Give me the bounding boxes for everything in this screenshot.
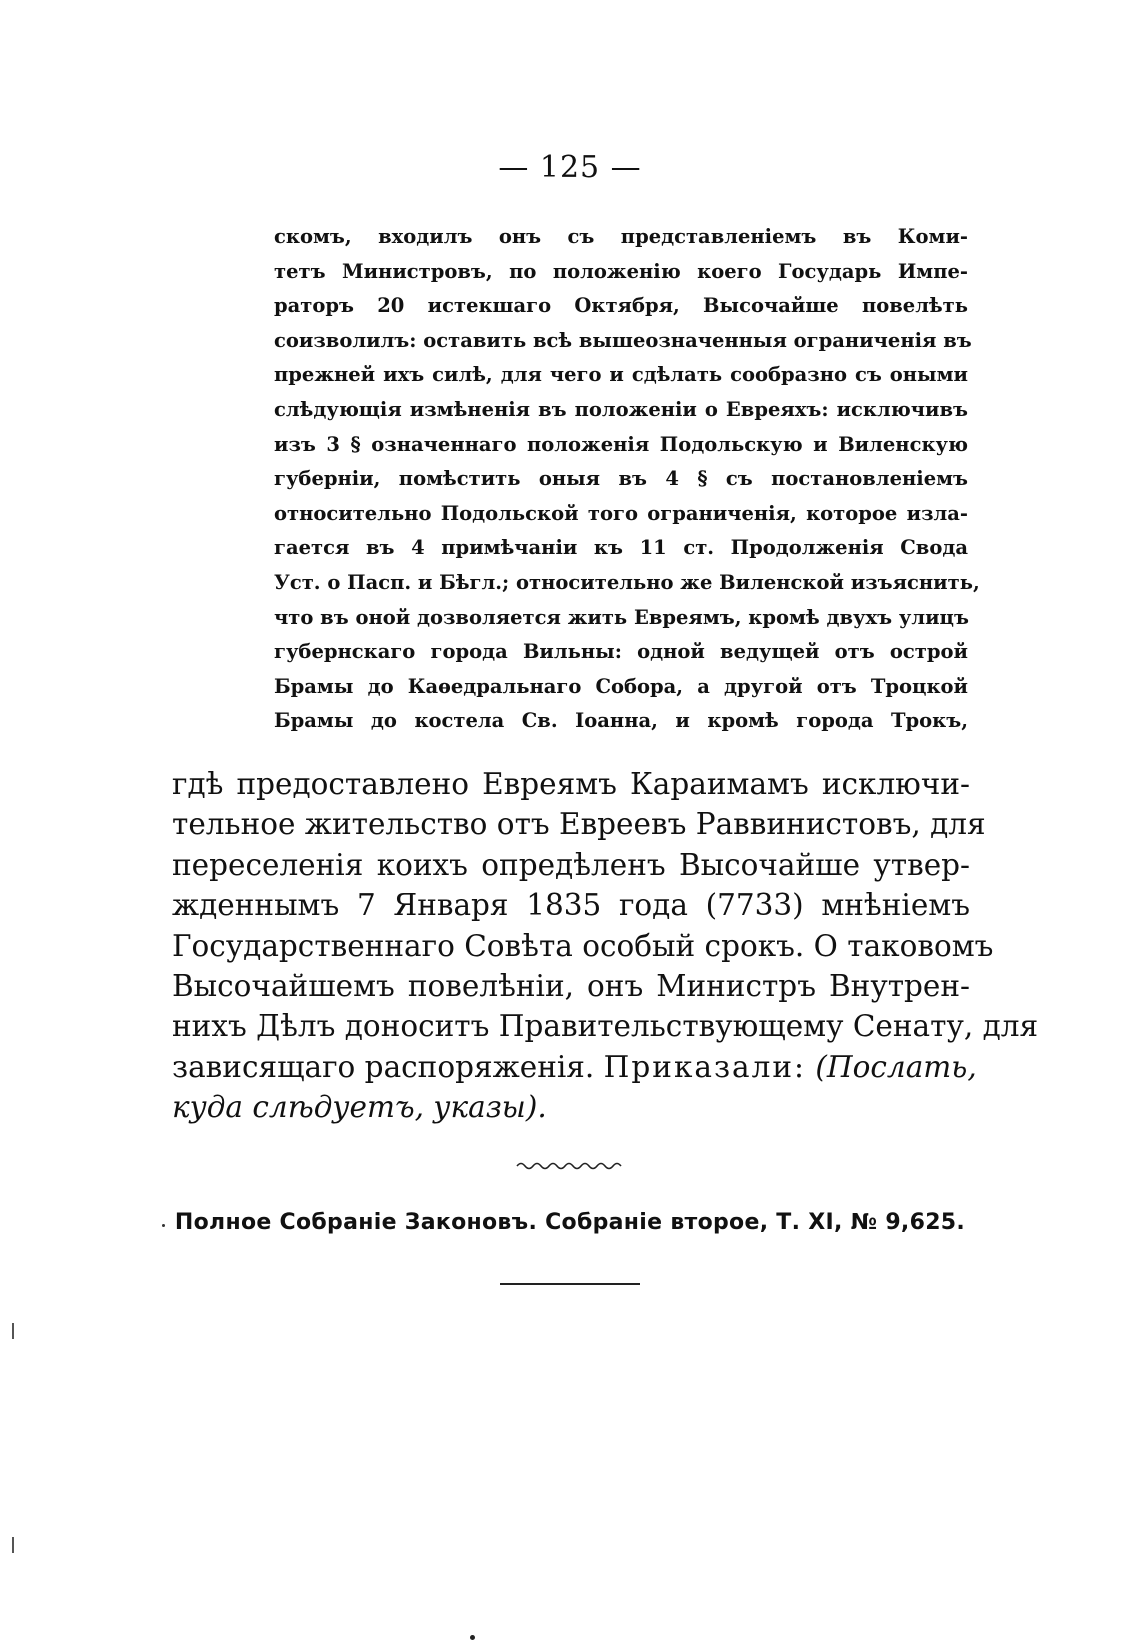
text-line: тельное жительство отъ Евреевъ Раввинистовъ, для xyxy=(172,807,986,842)
text-line: жденнымъ 7 Января 1835 года (7733) мнѣніемъ xyxy=(172,888,970,923)
text-line: изъ 3 § означеннаго положенія Подольскую и Виленскую xyxy=(274,432,968,456)
resolution-label: Приказали: xyxy=(603,1049,806,1084)
scan-speck xyxy=(470,1635,475,1640)
text-line: Высочайшемъ повелѣніи, онъ Министръ Внутрен- xyxy=(172,969,970,1004)
text-line: скомъ, входилъ онъ съ представленіемъ въ Коми- xyxy=(274,225,968,248)
text-line: что въ оной дозволяется жить Евреямъ, кромѣ двухъ улицъ xyxy=(274,605,969,629)
text-line: нихъ Дѣлъ доноситъ Правительствующему Сенату, для xyxy=(172,1009,1039,1044)
text-line xyxy=(172,1047,977,1087)
text-line: соизволилъ: оставить всѣ вышеозначенныя ограниченія въ xyxy=(274,328,972,352)
text-line: раторъ 20 истекшаго Октября, Высочайше повелѣть xyxy=(274,294,968,318)
text-run: зависящаго распоряженія. xyxy=(172,1049,595,1084)
text-line: слѣдующія измѣненія въ положеніи о Евреяхъ: исключивъ xyxy=(274,397,968,421)
text-line: переселенія коихъ опредѣленъ Высочайше утвер- xyxy=(172,847,970,882)
scan-speck xyxy=(162,1224,165,1227)
scan-speck xyxy=(12,1323,14,1339)
text-line: Брамы до Каѳедральнаго Собора, а другой отъ Троцкой xyxy=(274,674,968,698)
text-line: относительно Подольской того ограниченія, которое изла- xyxy=(274,501,968,525)
wavy-line-icon xyxy=(515,1160,625,1172)
italic-text: (Послать, xyxy=(815,1049,977,1084)
text-line: тетъ Министровъ, по положенію коего Государь Импе- xyxy=(274,259,968,283)
main-paragraph xyxy=(172,764,1039,1128)
text-line: Брамы до костела Св. Іоанна, и кромѣ города Трокъ, xyxy=(274,709,968,733)
small-print-paragraph xyxy=(274,220,980,739)
closing-rule xyxy=(500,1283,640,1285)
text-line: гается въ 4 примѣчаніи къ 11 ст. Продолженія Свода xyxy=(274,536,968,560)
text-line: Государственнаго Совѣта особый срокъ. О таковомъ xyxy=(172,928,994,963)
page-number: — 125 — xyxy=(498,150,642,185)
text-line: губерніи, помѣстить оныя въ 4 § съ постановленіемъ xyxy=(274,467,968,491)
text-line-final: куда слѣдуетъ, указы). xyxy=(172,1090,547,1125)
source-citation: Полное Собраніе Законовъ. Собраніе второе, Т. XI, № 9,625. xyxy=(174,1210,966,1235)
text-line: Уст. о Пасп. и Бѣгл.; относительно же Виленской изъяснить, xyxy=(274,570,980,594)
wavy-divider-ornament xyxy=(0,1160,1140,1172)
scan-speck xyxy=(12,1537,14,1553)
text-line: прежней ихъ силѣ, для чего и сдѣлать сообразно съ оными xyxy=(274,363,968,387)
text-line: гдѣ предоставлено Евреямъ Караимамъ исключи- xyxy=(172,767,970,801)
text-line: губернскаго города Вильны: одной ведущей отъ острой xyxy=(274,640,968,664)
